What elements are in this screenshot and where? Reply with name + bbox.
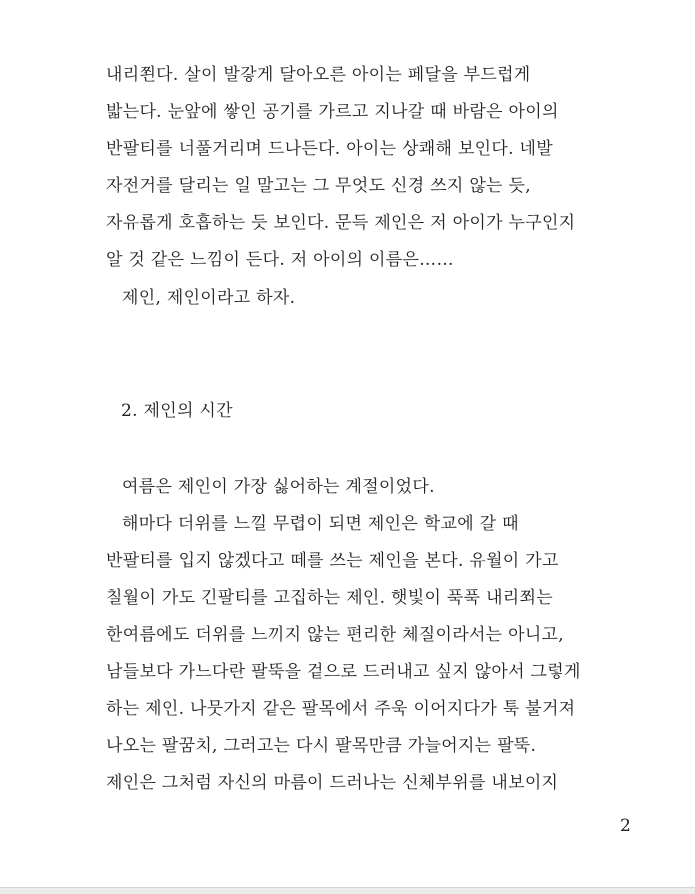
body-text-line: 자전거를 달리는 일 말고는 그 무엇도 신경 쓰지 않는 듯, — [106, 176, 531, 196]
body-text-line: 알 것 같은 느낌이 든다. 저 아이의 이름은…… — [106, 250, 454, 270]
body-text-line: 반팔티를 너풀거리며 드나든다. 아이는 상쾌해 보인다. 네발 — [106, 139, 553, 159]
body-text-line: 나오는 팔꿈치, 그러고는 다시 팔목만큼 가늘어지는 팔뚝. — [106, 736, 537, 756]
body-text-line: 해마다 더위를 느낄 무렵이 되면 제인은 학교에 갈 때 — [122, 514, 519, 534]
body-text-line: 남들보다 가느다란 팔뚝을 겉으로 드러내고 싶지 않아서 그렇게 — [106, 662, 581, 682]
page-number: 2 — [620, 816, 631, 836]
body-text-line: 한여름에도 더위를 느끼지 않는 편리한 체질이라서는 아니고, — [106, 625, 564, 645]
body-text-line: 반팔티를 입지 않겠다고 떼를 쓰는 제인을 본다. 유월이 가고 — [106, 551, 559, 571]
body-text-line: 내리쬔다. 살이 발갛게 달아오른 아이는 페달을 부드럽게 — [106, 65, 531, 85]
section-heading: 2. 제인의 시간 — [121, 401, 233, 421]
body-text-line: 제인, 제인이라고 하자. — [122, 288, 296, 308]
body-text-line: 하는 제인. 나뭇가지 같은 팔목에서 주욱 이어지다가 툭 불거져 — [106, 699, 576, 719]
body-text-line: 밟는다. 눈앞에 쌓인 공기를 가르고 지나갈 때 바람은 아이의 — [106, 102, 559, 122]
body-text-line: 여름은 제인이 가장 싫어하는 계절이었다. — [122, 477, 435, 497]
body-text-line: 칠월이 가도 긴팔티를 고집하는 제인. 햇빛이 푹푹 내리쬐는 — [106, 588, 553, 608]
body-text-line: 자유롭게 호흡하는 듯 보인다. 문득 제인은 저 아이가 누구인지 — [106, 213, 576, 233]
body-text-line: 제인은 그처럼 자신의 마름이 드러나는 신체부위를 내보이지 — [106, 773, 559, 793]
